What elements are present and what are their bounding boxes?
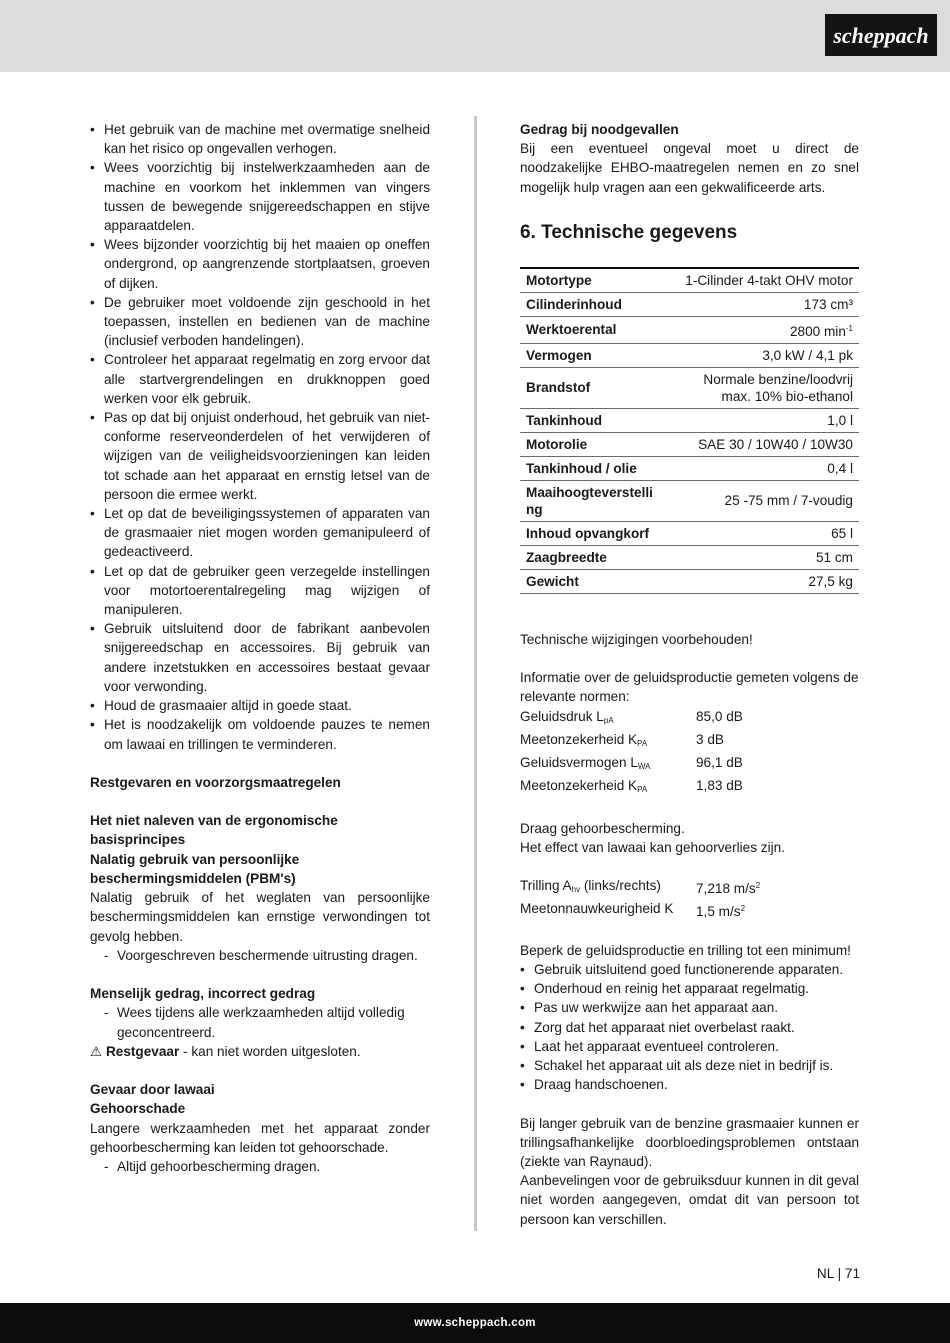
vibration-value-sup: 2 [740,904,746,914]
spec-value [660,456,859,480]
list-item: • Zorg dat het apparaat niet overbelast raakt. [520,1018,859,1037]
list-item: • Draag handschoenen. [520,1075,859,1094]
spec-value-text: 51 cm [815,549,853,565]
vibration-value-text: 7,218 m/s [696,881,756,897]
spec-row [520,569,859,593]
vibration-value [696,876,859,899]
spec-row [520,545,859,569]
spec-row [520,343,859,367]
spec-value [660,292,859,316]
emergency-heading: Gedrag bij noodgevallen [520,122,679,137]
vibration-label [520,876,696,899]
spec-value [660,480,859,521]
list-item: • Pas op dat bij onjuist onderhoud, het gebruik van niet-conforme reserveonderdelen of het verwijderen of wijzigen van de veiligheidsvoorzieningen kan leiden tot schade aan het apparaat en ernstig letsel van de persoon die ermee werkt. [90,408,430,504]
list-item: • Gebruik uitsluitend door de fabrikant aanbevolen snijgereedschap en accessoires. Bij gebruik van andere inzetstukken en accessoires bestaat gevaar voor verwonding. [90,619,430,696]
hearing-line-2: Het effect van lawaai kan gehoorverlies zijn. [520,839,785,855]
noise-label-sub: PA [637,738,648,748]
spec-row [520,268,859,293]
noise-value: 85,0 dB [696,708,743,724]
spec-value [660,545,859,569]
noise-label-text: Meetonzekerheid K [520,731,638,747]
noise-label-text: Meetonzekerheid K [520,778,638,794]
spec-value [660,569,859,593]
page-number: NL | 71 [816,1266,860,1281]
limit-bullet-list [520,960,859,1094]
spec-value [660,268,859,293]
vibration-label-after: (links/rechts) [580,878,661,894]
long-use-text: Bij langer gebruik van de benzine grasmaaier kunnen er trillingsafhankelijke doorbloedingsproblemen ontstaan (ziekte van Raynaud). [520,1115,859,1170]
spec-value-sup: -1 [845,323,853,333]
noise-label-text: Geluidsvermogen L [520,755,638,771]
spec-key: Cilinderinhoud [520,292,660,316]
list-item: • Pas uw werkwijze aan het apparaat aan. [520,998,859,1017]
warning-line [90,1042,430,1061]
footer-url[interactable]: www.scheppach.com [414,1317,536,1329]
spec-value-text: 0,4 l [827,460,853,476]
list-item: • De gebruiker moet voldoende zijn geschoold in het toepassen, instellen en bedienen van de machine (inclusief verboden handelingen). [90,293,430,351]
list-item: - Altijd gehoorbescherming dragen. [90,1157,430,1176]
list-item: • Schakel het apparaat uit als deze niet in bedrijf is. [520,1056,859,1075]
header-bar [0,0,950,72]
spec-value [660,521,859,545]
hearing-line-1: Draag gehoorbescherming. [520,820,685,836]
noise-values [520,707,859,800]
spec-value-text: 2800 min [789,323,846,339]
safety-bullet-list [90,120,430,754]
pbm-heading: Nalatig gebruik van persoonlijke beschermingsmiddelen (PBM's) [90,851,300,886]
spec-row [520,316,859,343]
list-item: • Let op dat de gebruiker geen verzegelde instellingen voor motortoerentalregeling mag wijzigen of manipuleren. [90,562,430,620]
noise-label-text: Geluidsdruk L [520,708,604,724]
spec-key: Tankinhoud / olie [520,456,660,480]
list-item: • Controleer het apparaat regelmatig en zorg ervoor dat alle startvergrendelingen en drukknoppen goed werken voor elk gebruik. [90,350,430,408]
svg-text:scheppach: scheppach [833,23,929,48]
spec-value-text: 3,0 kW / 4,1 pk [762,347,853,363]
spec-key: Brandstof [520,367,660,408]
changes-note: Technische wijzigingen voorbehouden! [520,631,753,647]
pbm-dash-list [90,946,430,965]
vibration-label [520,899,696,921]
spec-value-text: 1,0 l [827,412,853,428]
vibration-label-text: Trilling A [520,878,572,894]
vibration-value-sup: 2 [755,881,761,891]
spec-row [520,480,859,521]
warning-label: Restgevaar [105,1043,180,1059]
right-column [520,120,859,1229]
noise-value: 96,1 dB [696,755,743,771]
noise-dash-list [90,1157,430,1176]
vibration-value [696,899,859,921]
column-divider [474,116,477,1231]
spec-key: Motorolie [520,432,660,456]
list-item: - Voorgeschreven beschermende uitrusting dragen. [90,946,430,965]
list-item: • Onderhoud en reinig het apparaat regelmatig. [520,979,859,998]
noise-heading: Gevaar door lawaai [90,1082,215,1098]
noise-label-sub: PA [637,785,648,795]
spec-value-text: SAE 30 / 10W40 / 10W30 [698,436,853,452]
spec-value [660,432,859,456]
behavior-heading: Menselijk gedrag, incorrect gedrag [90,986,316,1002]
warning-icon: ⚠ [90,1043,103,1059]
spec-key: Maaihoogteverstelling [520,480,660,521]
pbm-text: Nalatig gebruik of het weglaten van persoonlijke beschermingsmiddelen kan ernstige verwondingen tot gevolg hebben. [90,890,430,944]
spec-row [520,521,859,545]
spec-value-text: 1-Cilinder 4-takt OHV motor [685,272,853,288]
list-item: • Laat het apparaat eventueel controleren. [520,1037,859,1056]
scheppach-logo [825,14,937,56]
spec-value [660,408,859,432]
noise-row [520,730,859,753]
noise-label-sub: pA [603,715,614,725]
behavior-dash-list [90,1003,430,1041]
list-item: • Gebruik uitsluitend goed functionerende apparaten. [520,960,859,979]
warning-text: - kan niet worden uitgesloten. [179,1043,361,1059]
vibration-label-text: Meetonnauwkeurigheid K [520,901,674,917]
list-item: - Wees tijdens alle werkzaamheden altijd volledig geconcentreerd. [90,1003,430,1041]
noise-text: Langere werkzaamheden met het apparaat zonder gehoorbescherming kan leiden tot gehoorschade. [90,1120,430,1155]
limit-intro: Beperk de geluidsproductie en trilling tot een minimum! [520,942,851,958]
spec-value [660,343,859,367]
hearing-heading: Gehoorschade [90,1101,186,1117]
vibration-label-sub: hv [571,885,581,895]
list-item: • Het is noodzakelijk om voldoende pauzes te nemen om lawaai en trillingen te verminderen. [90,715,430,753]
section-title: 6. Technische gegevens [520,221,738,243]
spec-value-text: 65 l [831,525,853,541]
recommend-text: Aanbevelingen voor de gebruiksduur kunnen in dit geval niet worden aangegeven, omdat dit van persoon tot persoon kan verschillen. [520,1173,859,1227]
list-item: • Wees bijzonder voorzichtig bij het maaien op oneffen ondergrond, op aangrenzende stortplaatsen, groeven of dijken. [90,235,430,293]
spec-value [660,316,859,343]
spec-key: Werktoerental [520,316,660,343]
spec-row [520,432,859,456]
spec-key: Motortype [520,268,660,293]
list-item: • Let op dat de beveiligingssystemen of apparaten van de grasmaaier niet mogen worden gemanipuleerd of gedeactiveerd. [90,504,430,562]
noise-label-sub: WA [637,762,651,772]
spec-key: Inhoud opvangkorf [520,521,660,545]
residual-heading: Restgevaren en voorzorgsmaatregelen [90,774,341,790]
spec-row [520,456,859,480]
emergency-text: Bij een eventueel ongeval moet u direct de noodzakelijke EHBO-maatregelen nemen en zo snel mogelijk hulp vragen aan een gekwalificeerde arts. [520,141,859,195]
left-column [90,120,430,1176]
spec-row [520,367,859,408]
noise-value: 1,83 dB [696,778,743,794]
list-item: • Het gebruik van de machine met overmatige snelheid kan het risico op ongevallen verhogen. [90,120,430,158]
spec-row [520,408,859,432]
spec-key: Zaagbreedte [520,545,660,569]
noise-row [520,776,859,799]
noise-intro: Informatie over de geluidsproductie gemeten volgens de relevante normen: [520,670,859,705]
noise-label [520,753,696,776]
vibration-values [520,876,859,921]
noise-value: 3 dB [696,731,724,747]
spec-value-text: 173 cm³ [803,296,853,312]
spec-key: Tankinhoud [520,408,660,432]
spec-key: Vermogen [520,343,660,367]
noise-row [520,707,859,730]
noise-label [520,776,696,799]
vibration-row [520,876,859,899]
footer-bar [0,1303,950,1343]
spec-value-text: 25 -75 mm / 7-voudig [724,493,853,509]
vibration-row [520,899,859,921]
noise-label [520,707,696,730]
list-item: • Wees voorzichtig bij instelwerkzaamheden aan de machine en voorkom het inklemmen van vingers tussen de bewegende snijgereedschappen en stijve apparaatdelen. [90,158,430,235]
spec-value-text: Normale benzine/loodvrij max. 10% bio-ethanol [703,371,853,404]
spec-table [520,267,859,594]
ergonomics-heading: Het niet naleven van de ergonomische basisprincipes [90,813,338,848]
noise-row [520,753,859,776]
spec-value [660,367,859,408]
spec-value-text: 27,5 kg [808,573,853,589]
spec-row [520,292,859,316]
noise-label [520,730,696,753]
list-item: • Houd de grasmaaier altijd in goede staat. [90,696,430,715]
vibration-value-text: 1,5 m/s [696,904,741,920]
spec-key: Gewicht [520,569,660,593]
